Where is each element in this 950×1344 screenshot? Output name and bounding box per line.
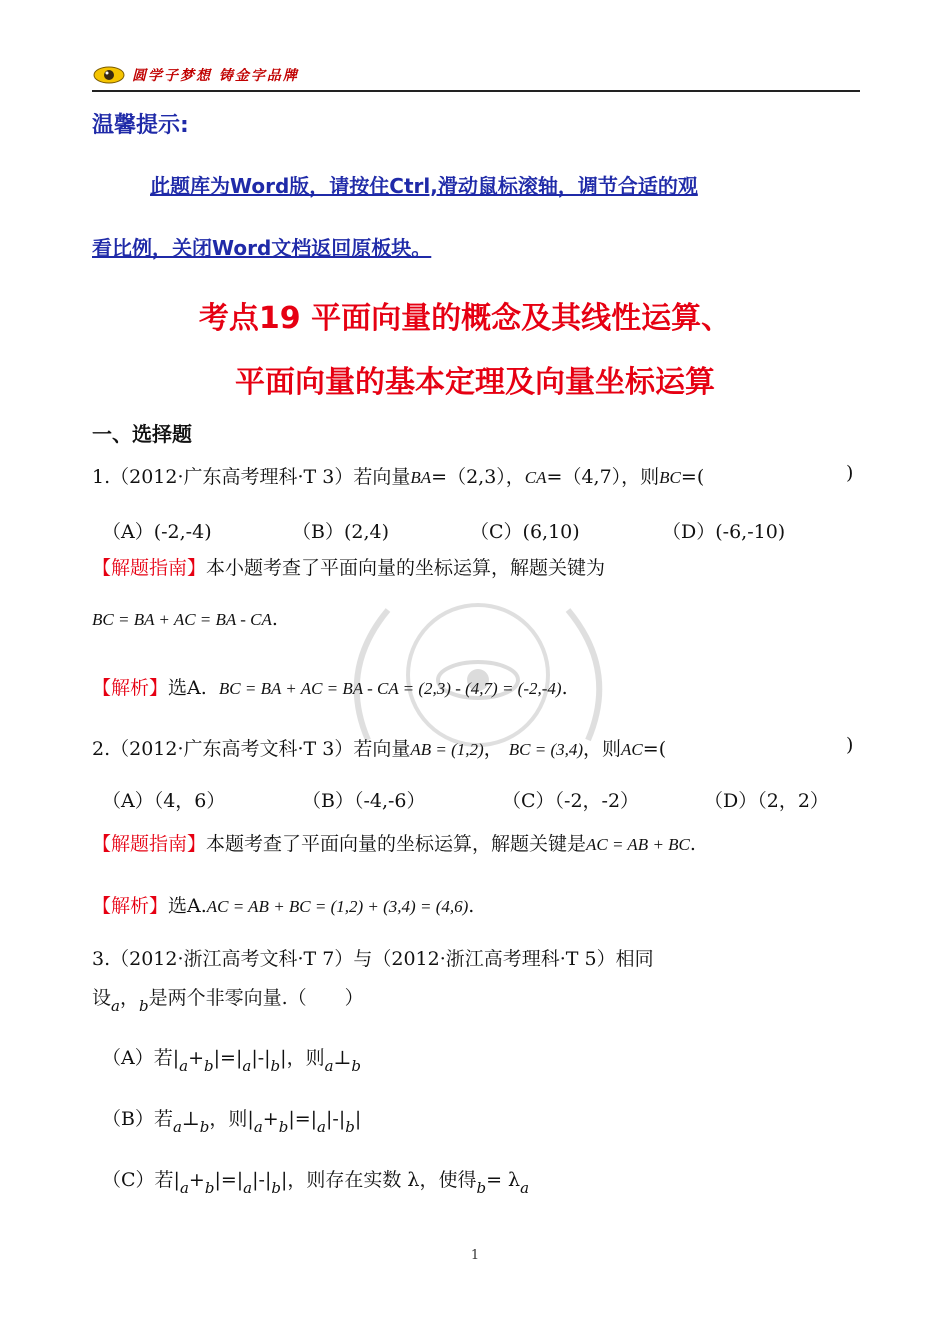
q1-option-c: （C）(6,10) <box>470 521 580 543</box>
header-slogan: 圆学子梦想 铸金字品牌 <box>132 68 299 84</box>
q1-guide: 【解题指南】本小题考查了平面向量的坐标运算，解题关键为 <box>92 557 606 579</box>
tip-line-1: 此题库为Word版，请按住Ctrl,滑动鼠标滚轴，调节合适的观 <box>150 174 698 198</box>
q3-option-c: （C）若$|_a+_b|=|_a|-|_b|$，则存在实数 λ，使得$_b= \lambda_a$ <box>102 1169 530 1197</box>
q1-guide-formula: BC = BA + AC = BA - CA. <box>92 608 278 630</box>
q2-guide: 【解题指南】本题考查了平面向量的坐标运算，解题关键是AC = AB + BC. <box>92 833 696 855</box>
q1-answer: 【解析】选A. BC = BA + AC = BA - CA = (2,3) - (4,7) = (-2,-4). <box>92 677 568 699</box>
q1-option-b: （B）(2,4) <box>292 521 390 543</box>
page-number: 1 <box>470 1248 480 1263</box>
q2-paren-close: ) <box>846 734 854 756</box>
main-title-line-2: 平面向量的基本定理及向量坐标运算 <box>235 365 715 400</box>
q2-answer: 【解析】选A.AC = AB + BC = (1,2) + (3,4) = (4,6). <box>92 895 475 917</box>
tip-line-2: 看比例，关闭Word文档返回原板块。 <box>92 236 432 260</box>
q1-paren-close: ) <box>846 462 854 484</box>
q1-option-d: （D）(-6,-10) <box>662 521 786 543</box>
page-header <box>92 62 860 92</box>
q1-stem: 1.（2012·广东高考理科·T 3）若向量BA=（2,3），CA=（4,7），则BC=( <box>92 466 705 488</box>
q3-stem: 3.（2012·浙江高考文科·T 7）与（2012·浙江高考理科·T 5）相同 <box>92 948 654 970</box>
q2-option-a: （A）（4，6） <box>102 790 226 812</box>
watermark-emblem-icon <box>298 580 658 760</box>
q1-option-a: （A）(-2,-4) <box>102 521 212 543</box>
tip-title: 温馨提示: <box>92 113 189 138</box>
eye-logo-icon <box>92 64 126 86</box>
q2-option-d: （D）（2，2） <box>704 790 829 812</box>
main-title-line-1: 考点19 平面向量的概念及其线性运算、 <box>198 301 732 336</box>
section-heading: 一、选择题 <box>92 422 192 446</box>
q3-stem-line-2: 设$_a$，$_b$是两个非零向量.（ ） <box>92 987 364 1015</box>
q3-option-b: （B）若$_a\perp_b$，则$|_a+_b|=|_a|-|_b|$ <box>102 1108 362 1136</box>
q2-option-b: （B）（-4,-6） <box>302 790 426 812</box>
q3-option-a: （A）若$|_a+_b|=|_a|-|_b|$，则$_a\perp_b$ <box>102 1047 362 1075</box>
q2-stem: 2.（2012·广东高考文科·T 3）若向量AB = (1,2)， BC = (3,4)，则AC=( <box>92 738 667 760</box>
q2-option-c: （C）（-2，-2） <box>502 790 640 812</box>
